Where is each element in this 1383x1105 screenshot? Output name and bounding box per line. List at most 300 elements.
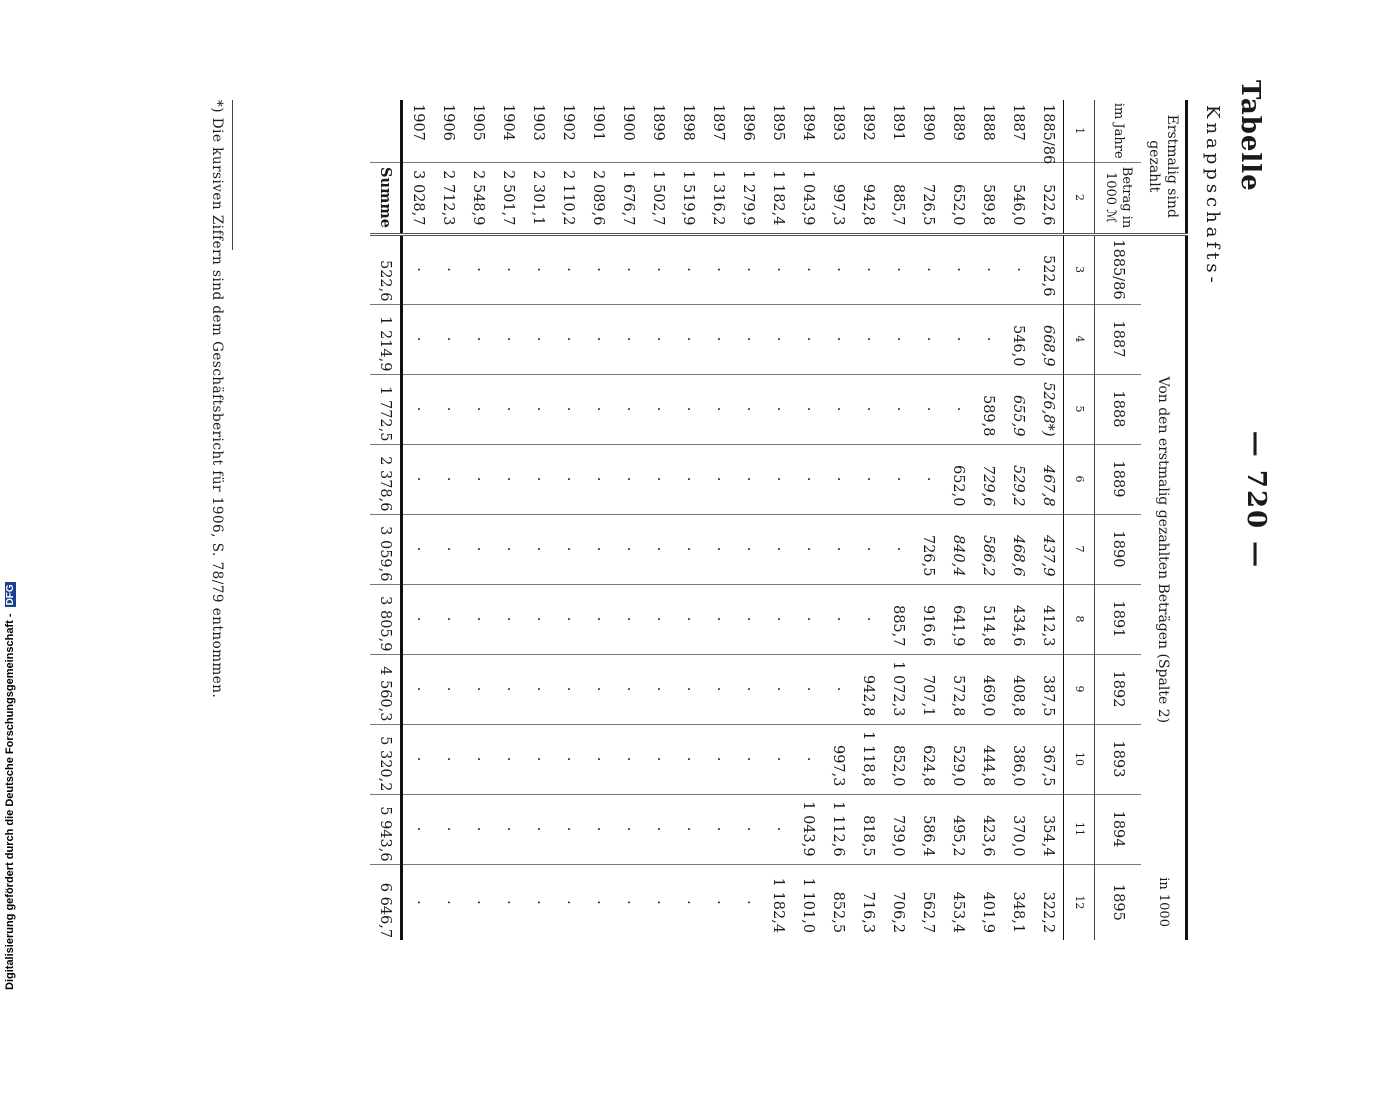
row-cell: · (583, 304, 613, 374)
header-year: im Jahre (1095, 100, 1142, 162)
row-cell: · (913, 304, 943, 374)
header-group-distributed: Von den erstmalig gezahlten Beträgen (Spalte 2) (1155, 376, 1171, 724)
row-cell: · (613, 654, 643, 724)
table-title: Tabelle (1235, 80, 1265, 192)
row-cell: 668,9 (1033, 304, 1064, 374)
table-row (463, 100, 493, 940)
row-cell: 624,8 (913, 724, 943, 794)
row-cell: · (853, 514, 883, 584)
row-cell: · (853, 584, 883, 654)
row-cell: · (763, 234, 793, 304)
sum-cell: 522,6 (370, 234, 402, 304)
row-cell: 437,9 (1033, 514, 1064, 584)
row-cell: · (493, 304, 523, 374)
row-cell: 942,8 (853, 654, 883, 724)
row-cell: · (493, 794, 523, 864)
row-year: 1893 (823, 100, 853, 162)
row-cell: 1 182,4 (770, 877, 786, 934)
row-cell: · (463, 374, 493, 444)
dfg-logo: DFG (5, 584, 16, 606)
row-cell: 348,1 (1010, 891, 1026, 934)
table-row (1003, 100, 1033, 940)
table-row (703, 100, 733, 940)
row-cell: 408,8 (1003, 654, 1033, 724)
sum-cell: 5 320,2 (370, 724, 402, 794)
row-cell: · (590, 900, 606, 905)
row-cell: · (613, 374, 643, 444)
row-year: 1905 (463, 100, 493, 162)
row-cell: · (733, 584, 763, 654)
header-year-col: 1888 (1095, 374, 1142, 444)
row-cell: · (853, 304, 883, 374)
row-cell: · (703, 724, 733, 794)
row-cell: · (583, 444, 613, 514)
row-year: 1891 (883, 100, 913, 162)
row-amount: 885,7 (883, 162, 913, 234)
row-cell: · (703, 514, 733, 584)
row-cell: 495,2 (943, 794, 973, 864)
table-row (943, 100, 973, 940)
row-cell: · (643, 514, 673, 584)
header-year-col: 1892 (1095, 654, 1142, 724)
row-cell: · (853, 234, 883, 304)
row-cell: 589,8 (973, 374, 1003, 444)
row-cell: · (493, 514, 523, 584)
header-group-paid: Erstmalig sind gezahlt (1141, 100, 1187, 234)
row-cell: · (673, 654, 703, 724)
table-row (673, 100, 703, 940)
row-cell: · (883, 304, 913, 374)
row-cell: · (613, 444, 643, 514)
row-amount: 1 676,7 (613, 162, 643, 234)
row-cell: · (583, 514, 613, 584)
row-cell: 641,9 (943, 584, 973, 654)
row-cell: · (763, 584, 793, 654)
row-year: 1898 (673, 100, 703, 162)
row-cell: 652,0 (943, 444, 973, 514)
column-number: 5 (1064, 374, 1095, 444)
row-cell: · (433, 374, 463, 444)
row-cell: 852,5 (830, 891, 846, 934)
row-cell: · (763, 374, 793, 444)
row-cell: · (763, 724, 793, 794)
row-cell: 586,2 (973, 514, 1003, 584)
row-cell: 386,0 (1003, 724, 1033, 794)
column-number: 7 (1064, 514, 1095, 584)
row-cell: · (673, 794, 703, 864)
table-row (402, 100, 434, 940)
header-year-col: 1891 (1095, 584, 1142, 654)
sum-cell: 4 560,3 (370, 654, 402, 724)
row-cell: 655,9 (1003, 374, 1033, 444)
row-cell: · (823, 234, 853, 304)
row-cell: 322,2 (1040, 891, 1056, 934)
row-cell: 997,3 (823, 724, 853, 794)
row-cell: · (703, 234, 733, 304)
row-cell: · (463, 584, 493, 654)
sum-cell: 3 805,9 (370, 584, 402, 654)
table-row (1033, 100, 1064, 940)
table-row (763, 100, 793, 940)
row-cell: · (410, 900, 426, 905)
row-cell: · (763, 304, 793, 374)
row-cell: · (620, 900, 636, 905)
table-body (402, 100, 1064, 940)
table-row (493, 100, 523, 940)
row-cell: · (733, 374, 763, 444)
row-cell: · (733, 304, 763, 374)
row-cell: · (973, 234, 1003, 304)
row-cell: 739,0 (883, 794, 913, 864)
row-cell: · (553, 584, 583, 654)
row-cell: · (733, 514, 763, 584)
row-cell: · (433, 234, 463, 304)
row-year: 1890 (913, 100, 943, 162)
row-cell: · (493, 374, 523, 444)
row-cell: · (463, 234, 493, 304)
row-cell: · (523, 724, 553, 794)
row-cell: 387,5 (1033, 654, 1064, 724)
row-cell: 1 112,6 (823, 794, 853, 864)
row-cell: · (643, 234, 673, 304)
sum-cell: 2 378,6 (370, 444, 402, 514)
row-cell: · (1003, 234, 1033, 304)
row-cell: · (703, 794, 733, 864)
row-cell: · (823, 444, 853, 514)
row-amount: 2 501,7 (493, 162, 523, 234)
row-cell: · (703, 654, 733, 724)
row-cell: · (703, 444, 733, 514)
header-year-col: 1893 (1095, 724, 1142, 794)
row-cell: · (913, 234, 943, 304)
row-cell: · (943, 304, 973, 374)
row-amount: 726,5 (913, 162, 943, 234)
row-cell: · (883, 444, 913, 514)
row-year: 1885/86 (1033, 100, 1064, 162)
row-cell: 572,8 (943, 654, 973, 724)
row-cell: 562,7 (920, 891, 936, 934)
row-cell: · (493, 654, 523, 724)
row-cell: · (973, 304, 1003, 374)
column-number: 10 (1064, 724, 1095, 794)
row-year: 1887 (1003, 100, 1033, 162)
row-cell: 467,8 (1033, 444, 1064, 514)
table-row (853, 100, 883, 940)
row-cell: 726,5 (913, 514, 943, 584)
row-amount: 1 502,7 (643, 162, 673, 234)
row-cell: 1 118,8 (853, 724, 883, 794)
row-cell: · (523, 654, 553, 724)
row-cell: · (583, 794, 613, 864)
sum-cell: 5 943,6 (370, 794, 402, 864)
row-cell: · (463, 794, 493, 864)
row-cell: · (553, 234, 583, 304)
footnote: *) Die kursiven Ziffern sind dem Geschäftsbericht für 1906, S. 78/79 entnommen. (209, 100, 225, 699)
column-number: 3 (1064, 234, 1095, 304)
row-cell: · (733, 794, 763, 864)
payments-table (370, 100, 1188, 940)
row-cell: · (613, 724, 643, 794)
row-cell: · (913, 374, 943, 444)
row-cell: 885,7 (883, 584, 913, 654)
row-amount: 589,8 (973, 162, 1003, 234)
column-number: 8 (1064, 584, 1095, 654)
row-year: 1889 (943, 100, 973, 162)
row-cell: · (523, 514, 553, 584)
row-cell: · (823, 654, 853, 724)
row-cell: · (433, 514, 463, 584)
row-cell: · (763, 514, 793, 584)
row-cell: 423,6 (973, 794, 1003, 864)
row-cell: · (793, 654, 823, 724)
row-cell: 367,5 (1033, 724, 1064, 794)
row-cell: · (523, 234, 553, 304)
row-cell: · (583, 234, 613, 304)
row-amount: 1 519,9 (673, 162, 703, 234)
row-cell: 529,0 (943, 724, 973, 794)
row-cell: 916,6 (913, 584, 943, 654)
row-cell: 818,5 (853, 794, 883, 864)
row-year: 1892 (853, 100, 883, 162)
row-cell: · (523, 304, 553, 374)
row-cell: · (643, 304, 673, 374)
row-cell: · (703, 304, 733, 374)
row-cell: · (883, 234, 913, 304)
row-year: 1907 (402, 100, 434, 162)
row-cell: · (650, 900, 666, 905)
row-amount: 1 182,4 (763, 162, 793, 234)
row-cell: 852,0 (883, 724, 913, 794)
row-cell: · (500, 900, 516, 905)
row-cell: · (553, 374, 583, 444)
column-number: 12 (1064, 864, 1095, 940)
row-cell: · (402, 724, 434, 794)
row-cell: · (943, 374, 973, 444)
column-number: 11 (1064, 794, 1095, 864)
row-cell: · (613, 304, 643, 374)
row-cell: · (793, 514, 823, 584)
table-row (643, 100, 673, 940)
column-number: 9 (1064, 654, 1095, 724)
row-cell: · (493, 724, 523, 794)
row-cell: · (523, 584, 553, 654)
row-cell: · (793, 724, 823, 794)
row-cell: · (433, 584, 463, 654)
table-row (523, 100, 553, 940)
row-cell: · (673, 514, 703, 584)
header-amount: Betrag in 1000 ℳ (1095, 162, 1142, 234)
row-amount: 2 110,2 (553, 162, 583, 234)
row-cell: · (733, 654, 763, 724)
row-cell: · (530, 900, 546, 905)
row-cell: · (463, 514, 493, 584)
row-cell: · (583, 374, 613, 444)
row-cell: 1 101,0 (800, 877, 816, 934)
row-cell: 706,2 (890, 891, 906, 934)
row-cell: · (823, 374, 853, 444)
row-cell: · (493, 584, 523, 654)
sum-cell: 3 059,6 (370, 514, 402, 584)
row-year: 1894 (793, 100, 823, 162)
row-amount: 1 043,9 (793, 162, 823, 234)
row-cell: · (703, 374, 733, 444)
table-row (973, 100, 1003, 940)
header-year-col: 1895 (1095, 864, 1142, 940)
row-cell: · (733, 724, 763, 794)
row-cell: · (402, 234, 434, 304)
row-cell: 729,6 (973, 444, 1003, 514)
row-year: 1897 (703, 100, 733, 162)
table-row (793, 100, 823, 940)
row-year: 1901 (583, 100, 613, 162)
row-cell: · (853, 444, 883, 514)
row-cell: · (583, 654, 613, 724)
page-number: — 720 — (1241, 430, 1271, 570)
row-cell: · (763, 654, 793, 724)
row-cell: · (643, 794, 673, 864)
row-cell: 468,6 (1003, 514, 1033, 584)
row-cell: 586,4 (913, 794, 943, 864)
row-cell: · (463, 654, 493, 724)
row-year: 1899 (643, 100, 673, 162)
digitization-note: Digitalisierung gefördert durch die Deutsche Forschungsgemeinschaft - (4, 613, 16, 990)
header-year-col: 1887 (1095, 304, 1142, 374)
row-year: 1896 (733, 100, 763, 162)
row-cell: · (703, 584, 733, 654)
row-cell: 1 072,3 (883, 654, 913, 724)
header-year-col: 1885/86 (1095, 234, 1142, 304)
row-cell: 469,0 (973, 654, 1003, 724)
table-row (583, 100, 613, 940)
table-row (823, 100, 853, 940)
row-cell: · (673, 374, 703, 444)
table-row (433, 100, 463, 940)
row-cell: · (433, 444, 463, 514)
row-cell: · (853, 374, 883, 444)
table-row (733, 100, 763, 940)
header-unit: in 1000 (1156, 877, 1171, 927)
row-cell: · (740, 900, 756, 905)
footnote-rule (232, 100, 233, 250)
sum-cell: 1 772,5 (370, 374, 402, 444)
row-amount: 2 712,3 (433, 162, 463, 234)
row-amount: 652,0 (943, 162, 973, 234)
row-cell: · (583, 724, 613, 794)
row-cell: · (402, 654, 434, 724)
column-number: 1 (1064, 100, 1095, 162)
row-cell: · (463, 304, 493, 374)
row-cell: · (913, 444, 943, 514)
row-amount: 522,6 (1033, 162, 1064, 234)
row-cell: · (553, 444, 583, 514)
sum-cell: 6 646,7 (370, 864, 402, 940)
row-cell: · (680, 900, 696, 905)
row-cell: · (523, 374, 553, 444)
row-cell: · (613, 514, 643, 584)
header-year-col: 1889 (1095, 444, 1142, 514)
row-amount: 942,8 (853, 162, 883, 234)
column-number: 6 (1064, 444, 1095, 514)
row-cell: · (793, 304, 823, 374)
row-cell: 514,8 (973, 584, 1003, 654)
row-year: 1888 (973, 100, 1003, 162)
row-cell: · (793, 444, 823, 514)
row-cell: · (673, 724, 703, 794)
row-cell: · (763, 444, 793, 514)
row-cell: · (733, 444, 763, 514)
row-cell: · (733, 234, 763, 304)
row-year: 1900 (613, 100, 643, 162)
row-cell: · (823, 514, 853, 584)
row-cell: 444,8 (973, 724, 1003, 794)
row-cell: 401,9 (980, 891, 996, 934)
row-cell: · (823, 584, 853, 654)
row-cell: · (523, 444, 553, 514)
row-cell: · (402, 374, 434, 444)
header-row-2 (1095, 100, 1142, 940)
row-cell: · (673, 234, 703, 304)
row-cell: · (643, 444, 673, 514)
row-amount: 2 301,1 (523, 162, 553, 234)
row-year: 1903 (523, 100, 553, 162)
row-cell: · (463, 724, 493, 794)
row-year: 1906 (433, 100, 463, 162)
sum-label: Summe (370, 162, 402, 234)
row-cell: · (402, 514, 434, 584)
row-cell: · (560, 900, 576, 905)
header-row-1 (1141, 100, 1187, 940)
row-cell: · (402, 794, 434, 864)
row-cell: · (583, 584, 613, 654)
row-cell: · (673, 444, 703, 514)
row-cell: 546,0 (1003, 304, 1033, 374)
row-amount: 1 316,2 (703, 162, 733, 234)
row-year: 1895 (763, 100, 793, 162)
row-cell: · (763, 794, 793, 864)
row-cell: · (643, 654, 673, 724)
row-cell: · (402, 584, 434, 654)
row-cell: · (433, 724, 463, 794)
row-cell: 840,4 (943, 514, 973, 584)
row-cell: · (433, 304, 463, 374)
row-cell: · (402, 444, 434, 514)
row-cell: · (793, 374, 823, 444)
row-cell: · (470, 900, 486, 905)
row-cell: 522,6 (1033, 234, 1064, 304)
row-cell: · (613, 794, 643, 864)
table-row (613, 100, 643, 940)
column-number-row (1064, 100, 1095, 940)
row-cell: · (883, 374, 913, 444)
table-subtitle: Knappschafts- (1202, 105, 1223, 287)
table-row (883, 100, 913, 940)
row-amount: 1 279,9 (733, 162, 763, 234)
row-cell: · (943, 234, 973, 304)
row-year: 1902 (553, 100, 583, 162)
row-cell: · (433, 654, 463, 724)
row-cell: · (823, 304, 853, 374)
row-cell: · (673, 304, 703, 374)
row-cell: · (643, 584, 673, 654)
row-cell: 412,3 (1033, 584, 1064, 654)
column-number: 4 (1064, 304, 1095, 374)
row-year: 1904 (493, 100, 523, 162)
table-row (913, 100, 943, 940)
row-cell: · (710, 900, 726, 905)
row-amount: 546,0 (1003, 162, 1033, 234)
row-cell: 370,0 (1003, 794, 1033, 864)
row-cell: · (433, 794, 463, 864)
